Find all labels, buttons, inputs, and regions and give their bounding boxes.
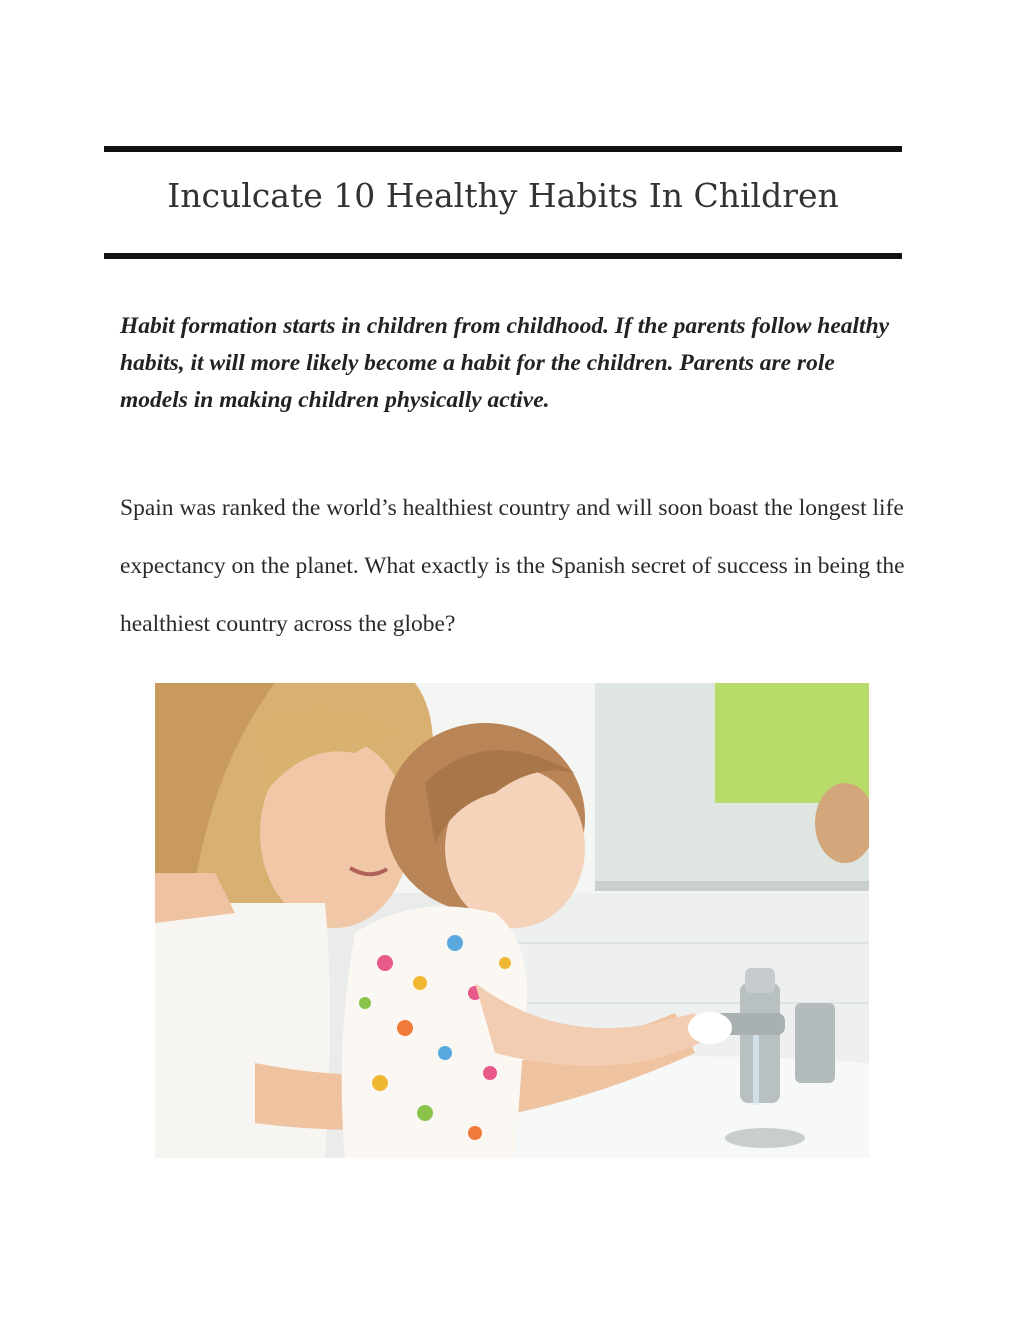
title-bottom-rule bbox=[104, 253, 902, 259]
body-paragraph: Spain was ranked the world’s healthiest country and will soon boast the longest life expectancy on the planet. What exactly is the Spanish secret of success in being the healthiest country across the globe? bbox=[120, 495, 905, 637]
title-top-rule bbox=[104, 146, 902, 152]
mother-daughter-handwashing-image bbox=[155, 683, 869, 1158]
article-photo bbox=[155, 683, 869, 1158]
lead-paragraph: Habit formation starts in children from childhood. If the parents follow healthy habits, it will more likely become a habit for the children. Parents are role models in making children physically active. bbox=[120, 313, 890, 413]
page-title: Inculcate 10 Healthy Habits In Children bbox=[167, 176, 839, 215]
